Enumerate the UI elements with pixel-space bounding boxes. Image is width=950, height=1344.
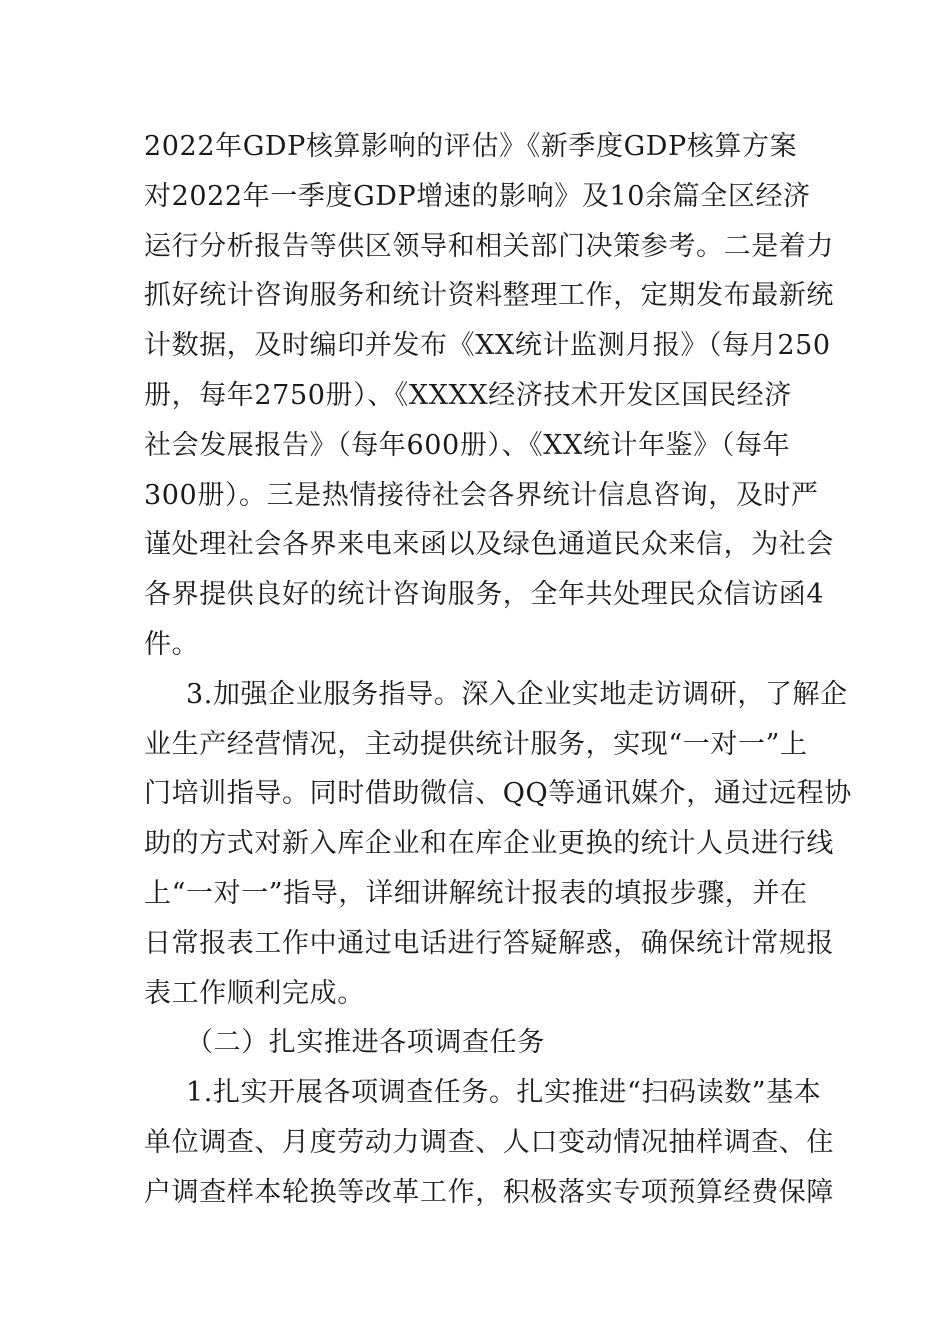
text-line: 各界提供良好的统计咨询服务，全年共处理民众信访函4: [144, 579, 825, 611]
text-line: 助的方式对新入库企业和在库企业更换的统计人员进行线: [144, 828, 834, 860]
text-line: 谨处理社会各界来电来函以及绿色通道民众来信，为社会: [144, 529, 834, 561]
text-line: 运行分析报告等供区领导和相关部门决策参考。二是着力: [144, 230, 834, 262]
text-line: 单位调查、月度劳动力调查、人口变动情况抽样调查、住: [144, 1126, 834, 1158]
body-text: [144, 122, 852, 1218]
text-line: 户调查样本轮换等改革工作，积极落实专项预算经费保障: [144, 1176, 834, 1208]
text-line: 对2022年一季度GDP增速的影响》及10余篇全区经济: [144, 180, 811, 212]
text-line: 业生产经营情况，主动提供统计服务，实现“一对一”上: [144, 728, 808, 760]
paragraph-heading-3: 3.加强企业服务指导。深入企业实地走访调研，了解企: [186, 678, 848, 710]
text-line: 抓好统计咨询服务和统计资料整理工作，定期发布最新统: [144, 280, 834, 312]
section-heading: （二）扎实推进各项调查任务: [186, 1027, 545, 1059]
paragraph-heading-1: 1.扎实开展各项调查任务。扎实推进“扫码读数”基本: [186, 1077, 822, 1109]
text-line: 2022年GDP核算影响的评估》《新季度GDP核算方案: [144, 131, 798, 162]
text-line: 件。: [144, 628, 200, 660]
text-line: 日常报表工作中通过电话进行答疑解惑，确保统计常规报: [144, 927, 834, 959]
text-line: 上“一对一”指导，详细讲解统计报表的填报步骤，并在: [144, 877, 808, 909]
text-line: 300册）。三是热情接待社会各界统计信息咨询，及时严: [144, 479, 819, 511]
text-line: 册，每年2750册）、《XXXX经济技术开发区国民经济: [144, 379, 792, 411]
text-line: 计数据，及时编印并发布《XX统计监测月报》（每月250: [144, 330, 831, 362]
text-line: 社会发展报告》（每年600册）、《XX统计年鉴》（每年: [144, 429, 791, 461]
text-line: 表工作顺利完成。: [144, 977, 365, 1009]
text-line: 门培训指导。同时借助微信、QQ等通讯媒介，通过远程协: [144, 778, 852, 810]
